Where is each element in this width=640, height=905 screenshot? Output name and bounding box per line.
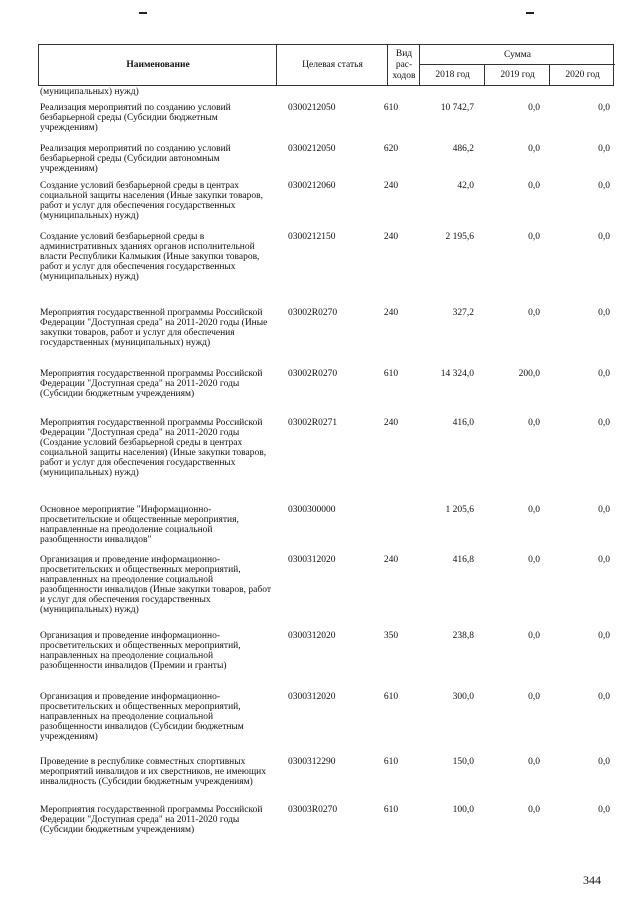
row-expense-kind: 610: [383, 369, 399, 379]
row-sum-2019: 0,0: [528, 144, 540, 154]
row-target-article: 03002R0270: [288, 369, 338, 379]
table-row: [38, 631, 614, 692]
table-row: [38, 369, 614, 418]
row-sum-2019: 0,0: [528, 692, 540, 702]
header-year-2020: 2020 год: [565, 70, 600, 80]
table-row: [38, 757, 614, 805]
row-sum-2020: 0,0: [598, 631, 610, 641]
row-target-article: 03003R0270: [288, 805, 338, 815]
table-body: [38, 103, 614, 855]
row-sum-2020: 0,0: [598, 144, 610, 154]
row-sum-2019: 0,0: [528, 805, 540, 815]
row-expense-kind: 610: [383, 805, 399, 815]
row-name: Мероприятия государственной программы Российской Федерации "Доступная среда" на 2011-2020 годы (Иные закупки товаров, работ и услуг для обеспечения государственных (муниципальных) нужд): [40, 308, 268, 348]
row-sum-2018: 42,0: [457, 181, 474, 191]
header-year-2019: 2019 год: [500, 70, 535, 80]
row-sum-2019: 200,0: [518, 369, 540, 379]
budget-table: [38, 44, 614, 855]
row-target-article: 0300212050: [288, 144, 336, 154]
row-name: Основное мероприятие "Информационно-просветительские и общественные мероприятия, направленные на преодоление социальной разобщенности инвалидов": [40, 505, 239, 545]
row-name: Реализация мероприятий по созданию условий безбарьерной среды (Субсидии бюджетным учреждениям): [40, 103, 231, 133]
row-expense-kind: 240: [383, 181, 399, 191]
row-name: Проведение в республике совместных спортивных мероприятий инвалидов и их сверстников, не имеющих инвалидность (Субсидии бюджетным учреждениям): [40, 757, 266, 787]
row-target-article: 0300300000: [288, 505, 336, 515]
row-sum-2019: 0,0: [528, 555, 540, 565]
row-name: Создание условий безбарьерной среды в центрах социальной защиты населения (Иные закупки товаров, работ и услуг для обеспечения государственных (муниципальных) нужд): [40, 181, 263, 221]
row-target-article: 0300312020: [288, 631, 336, 641]
row-name: Реализация мероприятий по созданию условий безбарьерной среды (Субсидии автономным учреждениям): [40, 144, 231, 174]
continuation-text: (муниципальных) нужд): [40, 87, 139, 97]
row-sum-2018: 416,8: [452, 555, 474, 565]
table-row: [38, 103, 614, 144]
row-sum-2018: 2 195,6: [445, 232, 474, 242]
row-sum-2020: 0,0: [598, 369, 610, 379]
row-target-article: 03002R0271: [288, 418, 338, 428]
row-sum-2020: 0,0: [598, 418, 610, 428]
row-sum-2019: 0,0: [528, 181, 540, 191]
row-expense-kind: 610: [383, 757, 399, 767]
header-year-2018: 2018 год: [435, 70, 470, 80]
row-sum-2018: 238,8: [452, 631, 474, 641]
row-sum-2020: 0,0: [598, 103, 610, 113]
row-name: Создание условий безбарьерной среды в административных зданиях органов исполнительной власти Республики Калмыкия (Иные закупки товаров, работ и услуг для обеспечения государственных (муниципальных) нужд): [40, 232, 260, 282]
row-target-article: 03002R0270: [288, 308, 338, 318]
table-row: [38, 555, 614, 631]
table-row: [38, 232, 614, 308]
row-sum-2019: 0,0: [528, 103, 540, 113]
row-target-article: 0300312290: [288, 757, 336, 767]
row-sum-2018: 327,2: [452, 308, 474, 318]
table-row: [38, 418, 614, 505]
table-row: [38, 505, 614, 555]
row-sum-2020: 0,0: [598, 555, 610, 565]
page-number: 344: [583, 873, 601, 887]
row-expense-kind: 610: [383, 103, 399, 113]
row-expense-kind: 240: [383, 308, 399, 318]
table-row: [38, 144, 614, 181]
row-sum-2019: 0,0: [528, 505, 540, 515]
table-header: [38, 44, 614, 86]
table-row: [38, 181, 614, 232]
row-expense-kind: 240: [383, 555, 399, 565]
row-expense-kind: 620: [383, 144, 399, 154]
header-target-article: Целевая статья: [302, 60, 363, 70]
row-name: Мероприятия государственной программы Российской Федерации "Доступная среда" на 2011-2020 годы (Субсидии бюджетным учреждениям): [40, 805, 263, 835]
row-name: Организация и проведение информационно-просветительских и общественных мероприятий, направленных на преодоление социальной разобщенности инвалидов (Иные закупки товаров, работ и услуг для обеспечения государственных (муниципальных) нужд): [40, 555, 271, 615]
row-sum-2019: 0,0: [528, 308, 540, 318]
row-sum-2018: 14 324,0: [440, 369, 474, 379]
row-name: Организация и проведение информационно-просветительских и общественных мероприятий, направленных на преодоление социальной разобщенности инвалидов (Субсидии бюджетным учреждениям): [40, 692, 244, 742]
header-expense-kind: Вид рас-ходов: [392, 49, 416, 81]
row-sum-2019: 0,0: [528, 757, 540, 767]
row-sum-2020: 0,0: [598, 181, 610, 191]
row-sum-2020: 0,0: [598, 232, 610, 242]
row-sum-2020: 0,0: [598, 757, 610, 767]
row-expense-kind: 610: [383, 692, 399, 702]
row-target-article: 0300312020: [288, 692, 336, 702]
top-dash-mark: [526, 12, 534, 14]
row-expense-kind: [376, 505, 406, 555]
row-sum-2019: 0,0: [528, 418, 540, 428]
row-target-article: 0300312020: [288, 555, 336, 565]
header-sum: Сумма: [504, 49, 531, 60]
top-dash-mark: [139, 12, 147, 14]
row-sum-2018: 1 205,6: [445, 505, 474, 515]
row-sum-2018: 150,0: [452, 757, 474, 767]
row-sum-2020: 0,0: [598, 505, 610, 515]
row-sum-2018: 486,2: [452, 144, 474, 154]
row-expense-kind: 240: [383, 418, 399, 428]
row-sum-2020: 0,0: [598, 308, 610, 318]
row-sum-2018: 416,0: [452, 418, 474, 428]
row-sum-2020: 0,0: [598, 805, 610, 815]
row-name: Мероприятия государственной программы Российской Федерации "Доступная среда" на 2011-2020 годы (Субсидии бюджетным учреждениям): [40, 369, 263, 399]
row-expense-kind: 240: [383, 232, 399, 242]
row-target-article: 0300212050: [288, 103, 336, 113]
row-sum-2018: 300,0: [452, 692, 474, 702]
row-name: Мероприятия государственной программы Российской Федерации "Доступная среда" на 2011-2020 годы (Создание условий безбарьерной среды в центрах социальной защиты населения) (Иные закупки товаров, работ и услуг для обеспечения государственных (муниципальных) нужд): [40, 418, 267, 478]
row-target-article: 0300212060: [288, 181, 336, 191]
header-name: Наименование: [126, 60, 190, 70]
table-row: [38, 692, 614, 757]
row-sum-2019: 0,0: [528, 232, 540, 242]
row-sum-2018: 10 742,7: [440, 103, 474, 113]
table-row: [38, 805, 614, 855]
row-target-article: 0300212150: [288, 232, 336, 242]
row-sum-2019: 0,0: [528, 631, 540, 641]
row-sum-2020: 0,0: [598, 692, 610, 702]
row-expense-kind: 350: [383, 631, 399, 641]
table-row: [38, 308, 614, 369]
row-sum-2018: 100,0: [452, 805, 474, 815]
row-name: Организация и проведение информационно-просветительских и общественных мероприятий, направленных на преодоление социальной разобщенности инвалидов (Премии и гранты): [40, 631, 241, 671]
